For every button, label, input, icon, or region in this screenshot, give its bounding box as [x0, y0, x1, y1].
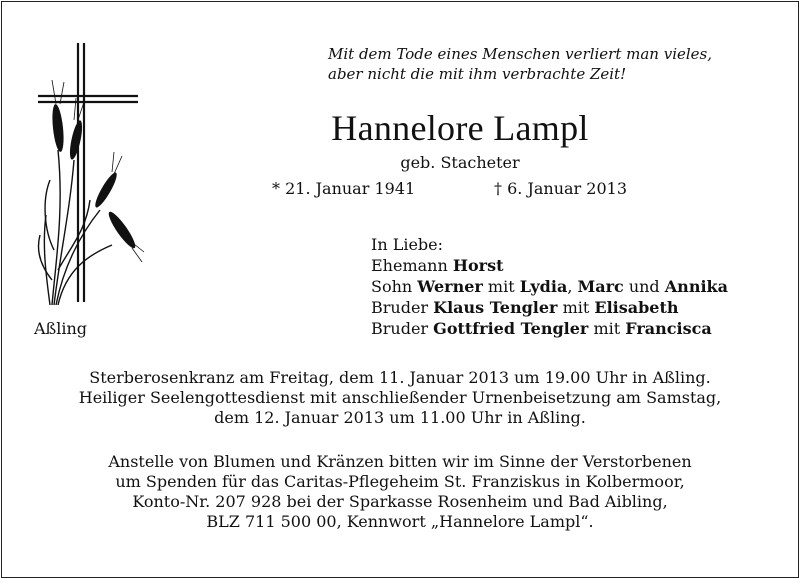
mourners-list	[371, 234, 728, 339]
mourner-name: Werner	[417, 277, 483, 296]
donation-line: um Spenden für das Caritas-Pflegeheim St. Franziskus in Kolbermoor,	[115, 472, 685, 491]
mourner-text: mit	[557, 298, 595, 317]
mourner-line	[371, 255, 728, 276]
mourner-text: und	[623, 277, 665, 296]
mourner-name: Marc	[577, 277, 624, 296]
mourner-name: Horst	[452, 256, 504, 275]
service-announcement	[20, 368, 780, 428]
mourner-name: Klaus Tengler	[433, 298, 558, 317]
mourner-line	[371, 276, 728, 297]
mourner-text: mit	[588, 319, 626, 338]
mourner-text: Bruder	[371, 319, 434, 338]
service-line: Sterberosenkranz am Freitag, dem 11. Januar 2013 um 19.00 Uhr in Aßling.	[89, 368, 711, 387]
mourner-text: Sohn	[371, 277, 418, 296]
cross-with-wheat-icon	[30, 40, 145, 314]
deceased-name: Hannelore Lampl	[331, 108, 589, 148]
death-date: † 6. Januar 2013	[494, 179, 627, 198]
donation-request	[20, 452, 780, 532]
quote-line-2: aber nicht die mit ihm verbrachte Zeit!	[328, 65, 627, 83]
mourner-text: Ehemann	[371, 256, 453, 275]
mourners-intro: In Liebe:	[371, 235, 444, 254]
donation-line: Anstelle von Blumen und Kränzen bitten wir im Sinne der Verstorbenen	[108, 452, 692, 471]
mourner-text: Bruder	[371, 298, 434, 317]
mourner-line	[371, 318, 728, 339]
service-line: Heiliger Seelengottesdienst mit anschließender Urnenbeisetzung am Samstag,	[78, 388, 722, 407]
donation-line: BLZ 711 500 00, Kennwort „Hannelore Lampl“.	[206, 512, 594, 531]
mourner-name: Gottfried Tengler	[433, 319, 589, 338]
birth-date: * 21. Januar 1941	[272, 179, 416, 198]
mourner-text: ,	[567, 277, 578, 296]
donation-line: Konto-Nr. 207 928 bei der Sparkasse Rosenheim und Bad Aibling,	[132, 492, 668, 511]
mourner-name: Annika	[664, 277, 728, 296]
quote-line-1: Mit dem Tode eines Menschen verliert man vieles,	[328, 45, 713, 63]
place-name: Aßling	[34, 319, 88, 338]
mourner-name: Lydia	[519, 277, 568, 296]
service-line: dem 12. Januar 2013 um 11.00 Uhr in Aßling.	[214, 408, 586, 427]
birth-name: geb. Stacheter	[400, 153, 520, 172]
mourner-name: Elisabeth	[594, 298, 679, 317]
mourner-text: mit	[482, 277, 520, 296]
mourner-name: Francisca	[625, 319, 712, 338]
memorial-quote	[328, 44, 788, 84]
mourner-line	[371, 297, 728, 318]
